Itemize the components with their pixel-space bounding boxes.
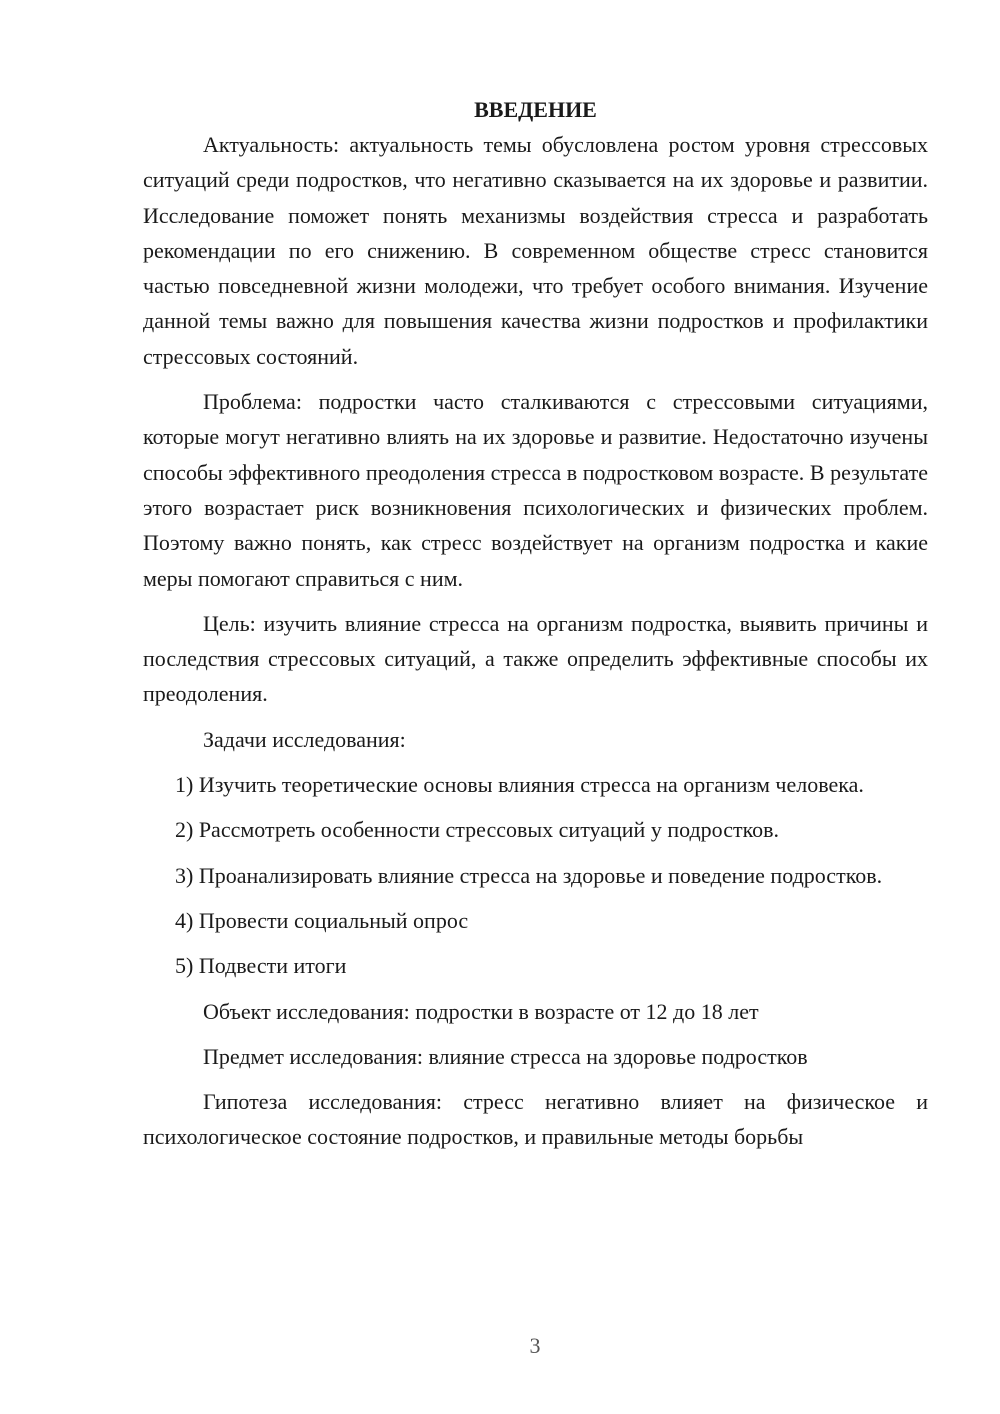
task-item: 4) Провести социальный опрос: [175, 907, 469, 933]
tasks-heading: Задачи исследования:: [203, 726, 406, 752]
research-hypothesis: Гипотеза исследования: стресс негативно влияет на физическое и психологическое состояние подростков, и правильные методы борьбы: [143, 1089, 928, 1150]
paragraph-problem: Проблема: подростки часто сталкиваются с стрессовыми ситуациями, которые могут негативно влиять на их здоровье и развитие. Недостаточно изучены способы эффективного преодоления стресса в подростковом возрасте. В результате этого возрастает риск возникновения психологических и физических проблем. Поэтому важно понять, как стресс воздействует на организм подростка и какие меры помогают справиться с ним.: [143, 389, 928, 591]
paragraph-relevance: Актуальность: актуальность темы обусловлена ростом уровня стрессовых ситуаций среди подростков, что негативно сказывается на их здоровье и развитии. Исследование поможет понять механизмы воздействия стресса и разработать рекомендации по его снижению. В современном обществе стресс становится частью повседневной жизни молодежи, что требует особого внимания. Изучение данной темы важно для повышения качества жизни подростков и профилактики стрессовых состояний.: [143, 132, 928, 369]
task-item: 2) Рассмотреть особенности стрессовых ситуаций у подростков.: [175, 817, 780, 843]
paragraph-goal: Цель: изучить влияние стресса на организм подростка, выявить причины и последствия стрессовых ситуаций, а также определить эффективные способы их преодоления.: [143, 610, 928, 707]
document-page: [143, 92, 928, 1155]
page-number: 3: [529, 1333, 541, 1358]
research-object: Объект исследования: подростки в возрасте от 12 до 18 лет: [203, 998, 759, 1024]
section-title: ВВЕДЕНИЕ: [474, 97, 597, 122]
task-item: 3) Проанализировать влияние стресса на здоровье и поведение подростков.: [175, 862, 883, 888]
task-item: 1) Изучить теоретические основы влияния стресса на организм человека.: [175, 772, 864, 798]
task-item: 5) Подвести итоги: [175, 953, 347, 979]
research-subject: Предмет исследования: влияние стресса на здоровье подростков: [203, 1043, 808, 1069]
